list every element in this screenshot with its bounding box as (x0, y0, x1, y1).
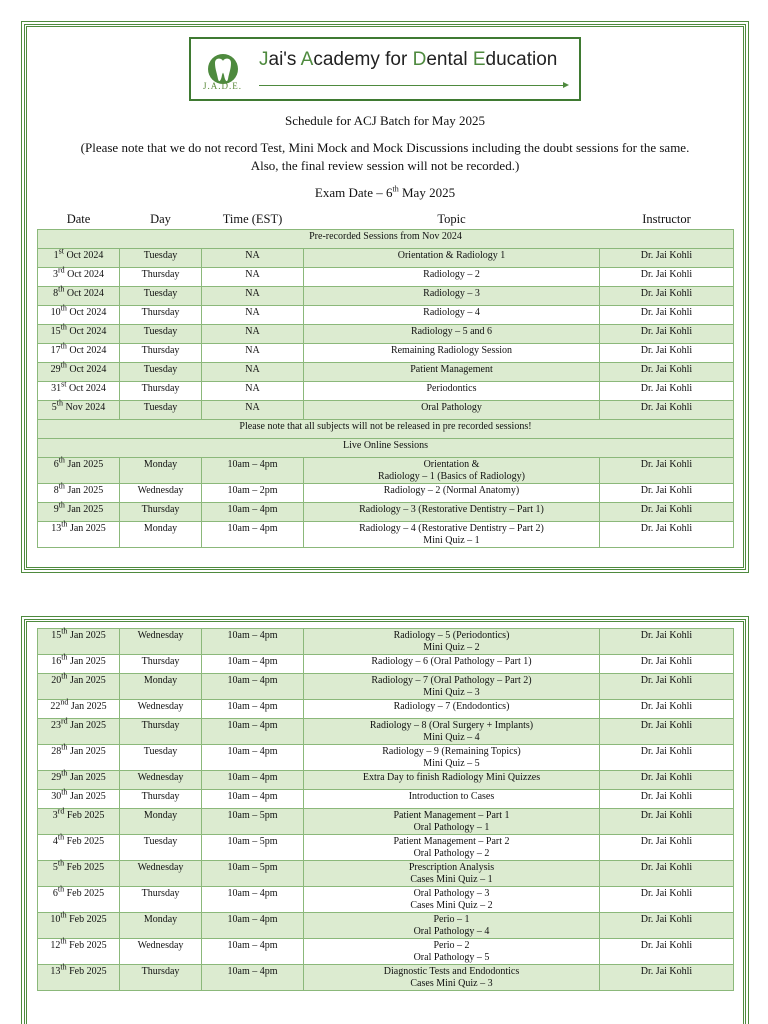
instructor-cell: Dr. Jai Kohli (600, 771, 734, 790)
time-cell: 10am – 4pm (202, 674, 304, 700)
table-row (38, 267, 734, 286)
topic-cell: Radiology – 2 (Normal Anatomy) (304, 483, 600, 502)
day-cell: Wednesday (120, 700, 202, 719)
column-header-date: Date (66, 211, 91, 226)
date-cell: 15th Jan 2025 (38, 629, 120, 655)
day-cell: Tuesday (120, 286, 202, 305)
instructor-cell: Dr. Jai Kohli (600, 745, 734, 771)
topic-cell: Radiology – 7 (Oral Pathology – Part 2) Mini Quiz – 3 (304, 674, 600, 700)
day-cell: Thursday (120, 502, 202, 521)
date-cell: 10th Feb 2025 (38, 913, 120, 939)
table-row (38, 400, 734, 419)
table-row (38, 502, 734, 521)
time-cell: 10am – 4pm (202, 771, 304, 790)
instructor-cell: Dr. Jai Kohli (600, 286, 734, 305)
instructor-cell: Dr. Jai Kohli (600, 502, 734, 521)
time-cell: 10am – 4pm (202, 745, 304, 771)
table-row (38, 965, 734, 991)
table-header-row (38, 210, 734, 229)
instructor-cell: Dr. Jai Kohli (600, 521, 734, 547)
topic-cell: Perio – 1 Oral Pathology – 4 (304, 913, 600, 939)
section-live (38, 438, 734, 457)
instructor-cell: Dr. Jai Kohli (600, 483, 734, 502)
date-cell: 23rd Jan 2025 (38, 719, 120, 745)
day-cell: Wednesday (120, 939, 202, 965)
day-cell: Wednesday (120, 629, 202, 655)
topic-cell: Radiology – 3 (304, 286, 600, 305)
topic-cell: Prescription Analysis Cases Mini Quiz – 1 (304, 861, 600, 887)
date-cell: 15th Oct 2024 (38, 324, 120, 343)
date-cell: 8th Jan 2025 (38, 483, 120, 502)
topic-cell: Diagnostic Tests and Endodontics Cases Mini Quiz – 3 (304, 965, 600, 991)
instructor-cell: Dr. Jai Kohli (600, 674, 734, 700)
time-cell: 10am – 5pm (202, 861, 304, 887)
date-cell: 6th Feb 2025 (38, 887, 120, 913)
column-header-time: Time (EST) (222, 211, 283, 226)
instructor-cell: Dr. Jai Kohli (600, 248, 734, 267)
table-row (38, 745, 734, 771)
instructor-cell: Dr. Jai Kohli (600, 381, 734, 400)
day-cell: Thursday (120, 381, 202, 400)
date-cell: 20th Jan 2025 (38, 674, 120, 700)
table-row (38, 809, 734, 835)
time-cell: 10am – 5pm (202, 835, 304, 861)
section-prerecorded (38, 229, 734, 248)
topic-cell: Extra Day to finish Radiology Mini Quizzes (304, 771, 600, 790)
topic-cell: Perio – 2 Oral Pathology – 5 (304, 939, 600, 965)
table-row (38, 771, 734, 790)
table-row (38, 790, 734, 809)
section-note-cell: Please note that all subjects will not be released in pre recorded sessions! (38, 419, 734, 438)
day-cell: Thursday (120, 655, 202, 674)
exam-date: Exam Date – 6th May 2025 (314, 184, 456, 200)
topic-cell: Radiology – 4 (Restorative Dentistry – Part 2) Mini Quiz – 1 (304, 521, 600, 547)
topic-cell: Patient Management – Part 2 Oral Pathology – 2 (304, 835, 600, 861)
section-note (38, 419, 734, 438)
schedule-title: Schedule for ACJ Batch for May 2025 (284, 113, 486, 128)
table-row (38, 835, 734, 861)
table-row (38, 457, 734, 483)
date-cell: 9th Jan 2025 (38, 502, 120, 521)
time-cell: 10am – 2pm (202, 483, 304, 502)
table-row (38, 700, 734, 719)
time-cell: 10am – 4pm (202, 939, 304, 965)
date-cell: 12th Feb 2025 (38, 939, 120, 965)
time-cell: 10am – 4pm (202, 629, 304, 655)
column-header-instructor: Instructor (642, 211, 691, 226)
table-row (38, 674, 734, 700)
logo-initials: J.A.D.E. (203, 81, 242, 91)
day-cell: Tuesday (120, 248, 202, 267)
date-cell: 3rd Feb 2025 (38, 809, 120, 835)
section-live-cell: Live Online Sessions (38, 438, 734, 457)
day-cell: Monday (120, 913, 202, 939)
table-row (38, 913, 734, 939)
topic-cell: Patient Management (304, 362, 600, 381)
table-row (38, 629, 734, 655)
date-cell: 28th Jan 2025 (38, 745, 120, 771)
instructor-cell: Dr. Jai Kohli (600, 835, 734, 861)
table-row (38, 286, 734, 305)
instructor-cell: Dr. Jai Kohli (600, 719, 734, 745)
date-cell: 10th Oct 2024 (38, 305, 120, 324)
instructor-cell: Dr. Jai Kohli (600, 324, 734, 343)
time-cell: 10am – 4pm (202, 502, 304, 521)
instructor-cell: Dr. Jai Kohli (600, 305, 734, 324)
topic-cell: Radiology – 5 and 6 (304, 324, 600, 343)
time-cell: NA (202, 343, 304, 362)
table-row (38, 887, 734, 913)
time-cell: NA (202, 286, 304, 305)
instructor-cell: Dr. Jai Kohli (600, 861, 734, 887)
day-cell: Thursday (120, 965, 202, 991)
topic-cell: Radiology – 8 (Oral Surgery + Implants) Mini Quiz – 4 (304, 719, 600, 745)
instructor-cell: Dr. Jai Kohli (600, 965, 734, 991)
table-row (38, 483, 734, 502)
day-cell: Thursday (120, 305, 202, 324)
day-cell: Thursday (120, 267, 202, 286)
day-cell: Wednesday (120, 861, 202, 887)
table-row (38, 719, 734, 745)
date-cell: 8th Oct 2024 (38, 286, 120, 305)
instructor-cell: Dr. Jai Kohli (600, 655, 734, 674)
topic-cell: Radiology – 9 (Remaining Topics) Mini Quiz – 5 (304, 745, 600, 771)
table-row (38, 381, 734, 400)
date-cell: 31st Oct 2024 (38, 381, 120, 400)
instructor-cell: Dr. Jai Kohli (600, 362, 734, 381)
day-cell: Monday (120, 521, 202, 547)
time-cell: 10am – 4pm (202, 457, 304, 483)
day-cell: Thursday (120, 887, 202, 913)
date-cell: 17th Oct 2024 (38, 343, 120, 362)
day-cell: Tuesday (120, 362, 202, 381)
day-cell: Monday (120, 809, 202, 835)
day-cell: Thursday (120, 719, 202, 745)
day-cell: Thursday (120, 343, 202, 362)
table-row (38, 248, 734, 267)
time-cell: 10am – 4pm (202, 700, 304, 719)
topic-cell: Remaining Radiology Session (304, 343, 600, 362)
instructor-cell: Dr. Jai Kohli (600, 790, 734, 809)
date-cell: 29th Oct 2024 (38, 362, 120, 381)
time-cell: NA (202, 362, 304, 381)
topic-cell: Radiology – 6 (Oral Pathology – Part 1) (304, 655, 600, 674)
topic-cell: Introduction to Cases (304, 790, 600, 809)
table-row (38, 324, 734, 343)
date-cell: 29th Jan 2025 (38, 771, 120, 790)
topic-cell: Orientation & Radiology 1 (304, 248, 600, 267)
schedule-table-page-2 (37, 628, 734, 991)
section-prerecorded-cell: Pre-recorded Sessions from Nov 2024 (38, 229, 734, 248)
table-row (38, 305, 734, 324)
table-row (38, 655, 734, 674)
time-cell: 10am – 4pm (202, 913, 304, 939)
date-cell: 5th Feb 2025 (38, 861, 120, 887)
time-cell: 10am – 4pm (202, 655, 304, 674)
time-cell: 10am – 5pm (202, 809, 304, 835)
logo-tagline: Jai's Academy for Dental Education (259, 49, 558, 70)
table-row (38, 343, 734, 362)
day-cell: Wednesday (120, 771, 202, 790)
topic-cell: Oral Pathology (304, 400, 600, 419)
topic-cell: Patient Management – Part 1 Oral Pathology – 1 (304, 809, 600, 835)
day-cell: Tuesday (120, 324, 202, 343)
date-cell: 16th Jan 2025 (38, 655, 120, 674)
date-cell: 5th Nov 2024 (38, 400, 120, 419)
time-cell: 10am – 4pm (202, 719, 304, 745)
date-cell: 22nd Jan 2025 (38, 700, 120, 719)
schedule-page-1 (24, 24, 746, 570)
topic-cell: Radiology – 5 (Periodontics) Mini Quiz – 2 (304, 629, 600, 655)
recording-note (27, 139, 743, 175)
instructor-cell: Dr. Jai Kohli (600, 700, 734, 719)
column-header-day: Day (150, 211, 171, 226)
topic-cell: Orientation & Radiology – 1 (Basics of Radiology) (304, 457, 600, 483)
instructor-cell: Dr. Jai Kohli (600, 343, 734, 362)
time-cell: NA (202, 305, 304, 324)
date-cell: 13th Feb 2025 (38, 965, 120, 991)
time-cell: 10am – 4pm (202, 887, 304, 913)
day-cell: Tuesday (120, 745, 202, 771)
instructor-cell: Dr. Jai Kohli (600, 939, 734, 965)
instructor-cell: Dr. Jai Kohli (600, 629, 734, 655)
topic-cell: Radiology – 2 (304, 267, 600, 286)
time-cell: NA (202, 248, 304, 267)
time-cell: NA (202, 267, 304, 286)
column-header-topic: Topic (437, 211, 466, 226)
topic-cell: Oral Pathology – 3 Cases Mini Quiz – 2 (304, 887, 600, 913)
topic-cell: Periodontics (304, 381, 600, 400)
time-cell: 10am – 4pm (202, 965, 304, 991)
logo-arrow-line (259, 85, 567, 86)
recording-note-line-1: (Please note that we do not record Test, Mini Mock and Mock Discussions including the doubt sessions for the same. (80, 140, 690, 155)
time-cell: NA (202, 324, 304, 343)
date-cell: 13th Jan 2025 (38, 521, 120, 547)
day-cell: Monday (120, 674, 202, 700)
day-cell: Thursday (120, 790, 202, 809)
topic-cell: Radiology – 7 (Endodontics) (304, 700, 600, 719)
date-cell: 6th Jan 2025 (38, 457, 120, 483)
day-cell: Monday (120, 457, 202, 483)
instructor-cell: Dr. Jai Kohli (600, 400, 734, 419)
time-cell: 10am – 4pm (202, 790, 304, 809)
date-cell: 3rd Oct 2024 (38, 267, 120, 286)
day-cell: Wednesday (120, 483, 202, 502)
topic-cell: Radiology – 3 (Restorative Dentistry – Part 1) (304, 502, 600, 521)
date-cell: 1st Oct 2024 (38, 248, 120, 267)
time-cell: NA (202, 400, 304, 419)
day-cell: Tuesday (120, 400, 202, 419)
table-row (38, 939, 734, 965)
date-cell: 4th Feb 2025 (38, 835, 120, 861)
recording-note-line-2: Also, the final review session will not be recorded.) (250, 158, 520, 173)
instructor-cell: Dr. Jai Kohli (600, 913, 734, 939)
jade-logo (189, 37, 581, 101)
topic-cell: Radiology – 4 (304, 305, 600, 324)
day-cell: Tuesday (120, 835, 202, 861)
time-cell: 10am – 4pm (202, 521, 304, 547)
schedule-page-2 (24, 619, 746, 1024)
table-row (38, 362, 734, 381)
instructor-cell: Dr. Jai Kohli (600, 457, 734, 483)
instructor-cell: Dr. Jai Kohli (600, 809, 734, 835)
schedule-table-page-1 (37, 210, 734, 548)
table-row (38, 861, 734, 887)
table-row (38, 521, 734, 547)
instructor-cell: Dr. Jai Kohli (600, 267, 734, 286)
time-cell: NA (202, 381, 304, 400)
date-cell: 30th Jan 2025 (38, 790, 120, 809)
instructor-cell: Dr. Jai Kohli (600, 887, 734, 913)
